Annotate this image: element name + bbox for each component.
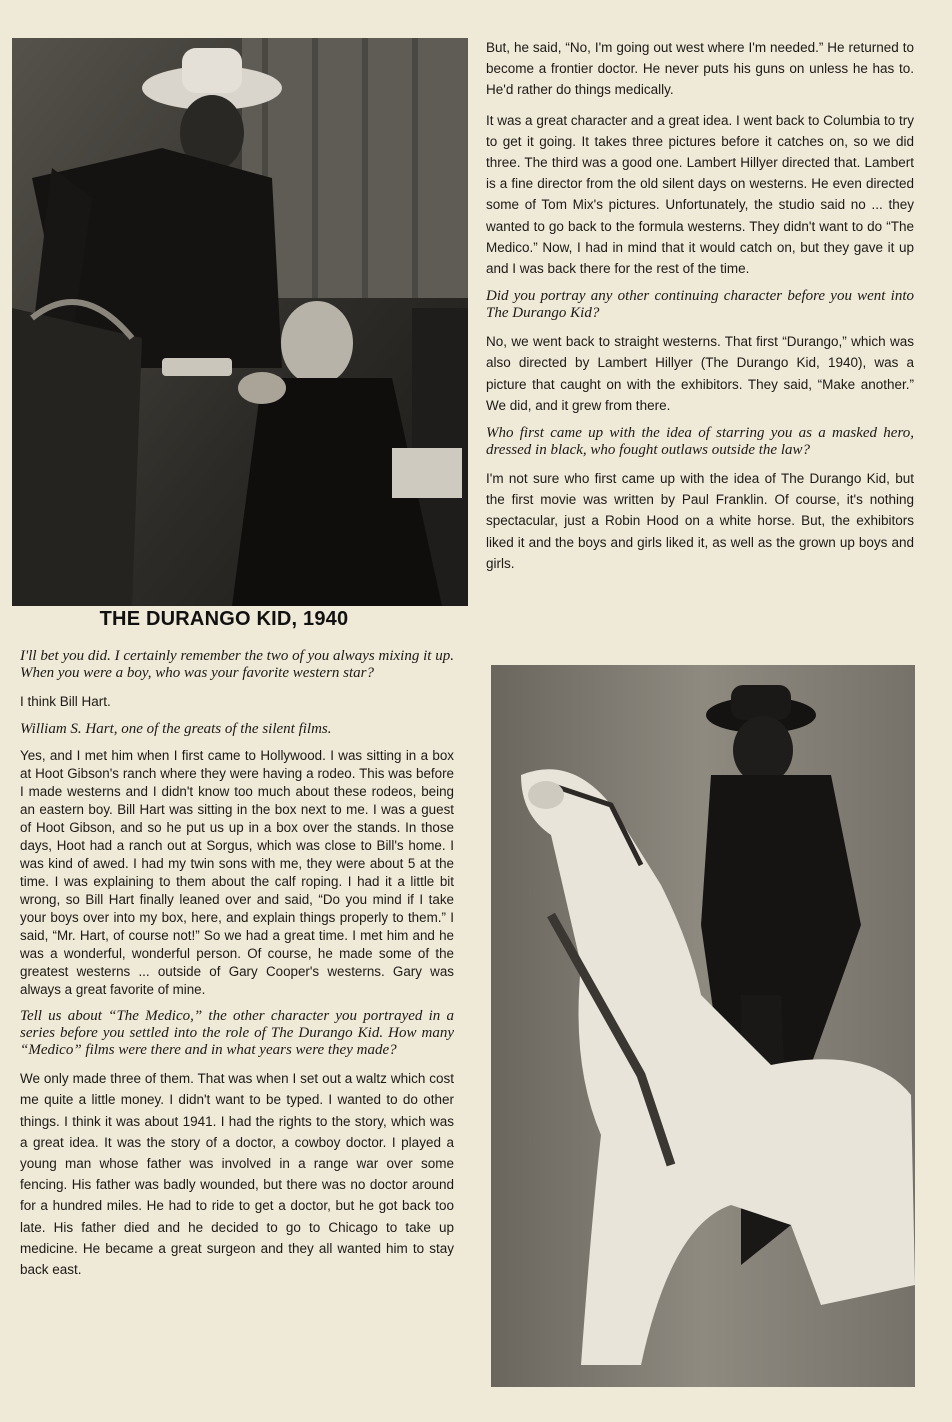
interview-answer: Yes, and I met him when I first came to Hollywood. I was sitting in a box at Hoot Gibson's ranch where they were having a rodeo. This was before I made westerns and I didn't know too much about these rodeos, being an eastern boy. Bill Hart was sitting in the box next to me. I was a guest of Hoot Gibson, and so he put us up in a box over the stands. In those days, Hoot had a ranch out at Sorgus, which was close to Bill's home. I was kind of awed. I had my twin sons with me, they were about 5 at the time. I was explaining to them about the calf roping. I had it a little bit wrong, so Bill Hart finally leaned over and said, “Do you mind if I take your boys over into my box, here, and explain things properly to them.” I said, “Mr. Hart, of course not!” So we had a great time. I met him and he was a wonderful, wonderful person. Of course, he made some of the greatest westerns ... outside of Gary Cooper's westerns. Gary was always a great favorite of mine. [20, 748, 454, 998]
interview-answer: I think Bill Hart. [20, 694, 111, 709]
interview-question: I'll bet you did. I certainly remember the two of you always mixing it up. When you were a boy, who was your favorite western star? [20, 648, 454, 681]
photo-caption: THE DURANGO KID, 1940 [99, 608, 349, 630]
interview-question: Who first came up with the idea of starring you as a masked hero, dressed in black, who fought outlaws outside the law? [486, 425, 914, 459]
interview-question: Did you portray any other continuing character before you went into The Durango Kid? [486, 288, 914, 322]
interview-answer: It was a great character and a great idea. I went back to Columbia to try to get it going. It takes three pictures before it catches on, so we did three. The third was a good one. Lambert Hillyer directed that. Lambert is a fine director from the old silent days on westerns. He even directed some of Tom Mix's pictures. Unfortunately, the studio said no ... they wanted to go back to the formula westerns. They didn't want to do “The Medico.” Now, I had in mind that it would catch on, but they gave it up and I was back there for the rest of the time. [486, 112, 914, 277]
right-text-column [486, 37, 914, 583]
masked-rider-on-white-horse-photo [491, 665, 915, 1387]
interview-answer: I'm not sure who first came up with the idea of The Durango Kid, but the first movie was written by Paul Franklin. Of course, it's nothing spectacular, just a Robin Hood on a white horse. But, the exhibitors liked it and the boys and girls liked it, as well as the grown up boys and girls. [486, 471, 914, 571]
photo-illustration-horse [491, 665, 915, 1387]
interview-answer: No, we went back to straight westerns. That first “Durango,” which was also directed by Lambert Hillyer (The Durango Kid, 1940), was a picture that caught on with the exhibitors. They said, “Make another.” We did, and it grew from there. [486, 334, 914, 413]
interview-question: William S. Hart, one of the greats of the silent films. [20, 721, 332, 738]
photo-illustration [12, 38, 468, 606]
left-text-column [20, 648, 454, 1289]
durango-kid-still-photo [12, 38, 468, 606]
interview-answer: But, he said, “No, I'm going out west where I'm needed.” He returned to become a frontier doctor. He never puts his guns on unless he has to. He'd rather do things medically. [486, 40, 914, 98]
interview-question: Tell us about “The Medico,” the other character you portrayed in a series before you settled into the role of The Durango Kid. How many “Medico” films were there and in what years were they made? [20, 1008, 454, 1059]
interview-answer: We only made three of them. That was when I set out a waltz which cost me quite a little money. I didn't want to be typed. I wanted to do other things. I think it was about 1941. I had the rights to the story, which was a great idea. It was the story of a doctor, a cowboy doctor. I played a young man whose father was involved in a range war over some fencing. His father was badly wounded, but there was no doctor around for a hundred miles. He had to ride to get a doctor, but he got back too late. His father died and he decided to go to Chicago to take up medicine. He became a great surgeon and they all wanted him to stay back east. [20, 1071, 454, 1278]
